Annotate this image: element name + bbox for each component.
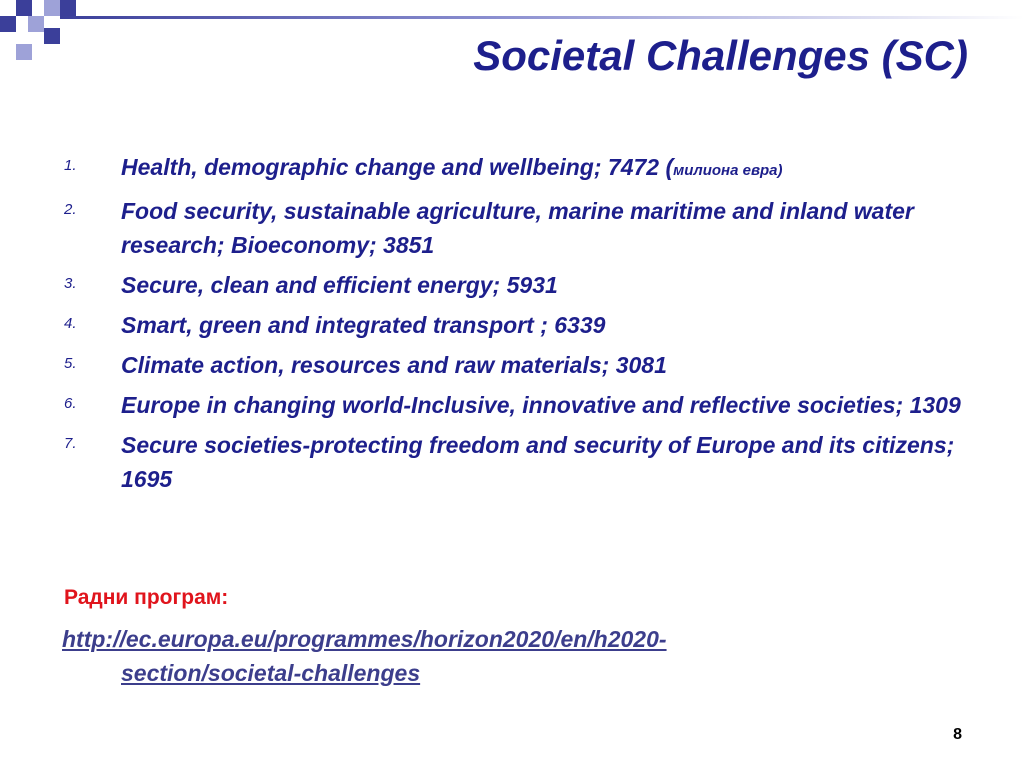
deco-square <box>44 28 60 44</box>
list-item-number: 1. <box>64 157 77 174</box>
list-item <box>0 348 1024 382</box>
deco-square <box>60 0 76 16</box>
challenges-list <box>0 150 1024 502</box>
list-item <box>0 308 1024 342</box>
work-programme-label: Радни програм: <box>64 586 229 609</box>
list-item <box>0 194 1024 262</box>
list-item-number: 2. <box>64 201 77 218</box>
list-item-text: Secure, clean and efficient energy; 5931 <box>121 272 558 298</box>
deco-square <box>0 16 16 32</box>
list-item <box>0 388 1024 422</box>
deco-square <box>16 0 32 16</box>
list-item-number: 6. <box>64 395 77 412</box>
list-item-number: 3. <box>64 275 77 292</box>
list-item-number: 4. <box>64 315 77 332</box>
list-item-text: Smart, green and integrated transport ; 6339 <box>121 312 606 338</box>
list-item-number: 5. <box>64 355 77 372</box>
currency-note: милиона евра) <box>673 162 783 179</box>
work-programme-link[interactable] <box>62 622 822 690</box>
page-number: 8 <box>953 726 962 743</box>
deco-square <box>28 16 44 32</box>
deco-square <box>16 44 32 60</box>
list-item-number: 7. <box>64 435 77 452</box>
title-rule <box>60 16 1024 19</box>
list-item-text: Health, demographic change and wellbeing; 7472 (милиона евра) <box>121 154 783 180</box>
link-line-1[interactable]: http://ec.europa.eu/programmes/horizon2020/en/h2020- <box>62 626 667 652</box>
link-line-2[interactable]: section/societal-challenges <box>121 660 421 686</box>
list-item <box>0 428 1024 496</box>
list-item-text: Secure societies-protecting freedom and security of Europe and its citizens; 1695 <box>121 432 955 492</box>
list-item <box>0 268 1024 302</box>
slide-title: Societal Challenges (SC) <box>473 32 968 79</box>
list-item-text: Food security, sustainable agriculture, marine maritime and inland water research; Bioeconomy; 3851 <box>121 198 914 258</box>
list-item <box>0 150 1024 188</box>
list-item-text: Climate action, resources and raw materials; 3081 <box>121 352 667 378</box>
list-item-text: Europe in changing world-Inclusive, innovative and reflective societies; 1309 <box>121 392 961 418</box>
deco-square <box>44 0 60 16</box>
